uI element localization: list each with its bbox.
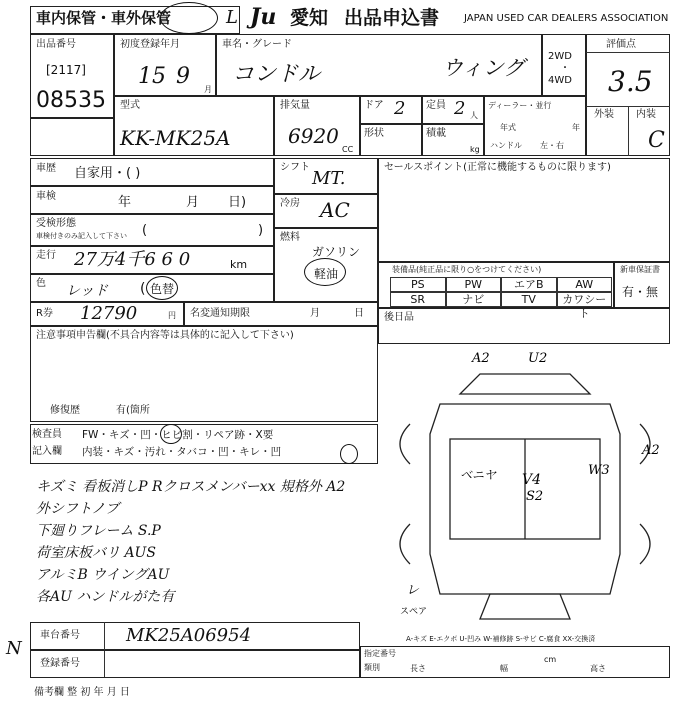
- mileage-value: 27万4千6 6 0: [74, 249, 191, 270]
- dims-width: 幅: [500, 664, 508, 673]
- diagram-left-wheel-front: [400, 424, 410, 464]
- new-car-options: 有・無: [622, 285, 659, 299]
- rating-interior: C: [648, 128, 665, 153]
- recycle-unit: 円: [168, 311, 176, 320]
- dims-box: [360, 646, 670, 678]
- load-label: 積載: [426, 128, 446, 139]
- model-value: KK-MK25A: [120, 126, 231, 150]
- dims-type-label: 類別: [364, 663, 380, 672]
- remark-line: アルミB ウイングAU: [36, 567, 170, 583]
- mileage-unit: km: [230, 258, 248, 271]
- history-value: 自家用・( ): [74, 166, 141, 181]
- vehicle-name: コンドル: [232, 62, 321, 87]
- inspector-label: 検査員: [32, 429, 62, 440]
- reception-note: 車検付きのみ記入して下さい: [36, 232, 127, 240]
- footer-mark-n: N: [6, 638, 22, 659]
- inspector-circle-2: [340, 444, 358, 464]
- displacement-label: 排気量: [280, 100, 310, 111]
- rear-label: 後日品: [384, 312, 414, 323]
- fuel-label: 燃料: [280, 232, 300, 243]
- tax-month: 月: [310, 308, 320, 319]
- history-box: [30, 158, 274, 186]
- diagram-mark-w3: W3: [588, 463, 610, 478]
- diagram-mark-veneer: ベニヤ: [460, 468, 497, 482]
- color-change-circle: [146, 276, 178, 300]
- equipment-item: SR: [390, 292, 446, 307]
- brand-name: 愛知: [290, 7, 329, 29]
- reception-close: ): [258, 223, 264, 238]
- shape-label: 形状: [364, 128, 384, 139]
- reception-label: 受検形態: [36, 218, 76, 229]
- fuel-gasoline: ガソリン: [312, 245, 361, 259]
- diagram-spare-mark: レ: [406, 583, 420, 598]
- dims-height: 高さ: [590, 664, 606, 673]
- tax-label: 名変通知期限: [190, 308, 250, 319]
- diagram-mark-s2: S2: [526, 489, 544, 504]
- dealer-handle-label: ハンドル: [490, 141, 522, 150]
- diagram-cab-top: [460, 374, 590, 394]
- storage-circle: [160, 2, 218, 34]
- color-value: レッド: [66, 283, 108, 299]
- storage-label: 車内保管・車外保管: [36, 9, 172, 27]
- diagram-spare-label: スペア: [400, 607, 428, 617]
- mileage-label: 走行: [36, 250, 56, 261]
- diagram-mark-a2-right: A2: [642, 443, 660, 458]
- dims-spec-label: 指定番号: [364, 649, 396, 658]
- remark-line: 下廻りフレーム S.P: [36, 523, 161, 539]
- rating-interior-label: 内装: [636, 109, 656, 120]
- chassis-value: MK25A06954: [126, 625, 252, 646]
- equipment-item: エアB: [501, 277, 557, 292]
- entry-row2: 内装・キズ・汚れ・タバコ・凹・キレ・凹: [82, 446, 282, 458]
- load-unit: kg: [470, 145, 480, 154]
- inspection-day: 日): [228, 195, 247, 210]
- inspector-row1: FW・キズ・凹・ヒビ割・リペア跡・X要: [82, 429, 274, 441]
- rating-exterior-label: 外装: [594, 109, 614, 120]
- recycle-value: 12790: [80, 303, 138, 324]
- dealer-year-label: 年式: [500, 123, 516, 132]
- shift-value: MT.: [312, 168, 346, 189]
- sales-point-box: [378, 158, 670, 262]
- lot-number: 08535: [36, 88, 106, 113]
- capacity-label: 定員: [426, 100, 446, 111]
- reception-open: (: [142, 223, 148, 238]
- rating-vdivider: [628, 106, 629, 156]
- color-paren: (: [140, 281, 146, 297]
- form-title: 出品申込書: [344, 7, 440, 29]
- lot-bracket: [2117]: [46, 63, 86, 77]
- model-label: 型式: [120, 100, 140, 111]
- new-car-label: 新車保証書: [620, 265, 660, 274]
- cooling-label: 冷房: [280, 198, 300, 209]
- dims-length: 長さ: [410, 664, 426, 673]
- color-label: 色: [36, 278, 46, 289]
- diagram-left-wheel-rear: [400, 524, 410, 564]
- sales-point-label: セールスポイント(正常に機能するものに限ります): [384, 162, 611, 173]
- remark-line: 外シフトノブ: [36, 501, 120, 517]
- dealer-label: ディーラー・並行: [488, 101, 552, 110]
- chassis-label: 車台番号: [40, 630, 80, 641]
- drive-2wd: 2WD: [548, 51, 572, 62]
- rating-label: 評価点: [606, 39, 636, 50]
- equipment-item: AW: [557, 277, 613, 292]
- dealer-handle-options: 左・右: [540, 141, 564, 150]
- equipment-item: カワシート: [557, 292, 613, 307]
- notice-label: 注意事項申告欄(不具合内容等は具体的に記入して下さい): [36, 330, 294, 341]
- vehicle-grade: ウィング: [442, 56, 525, 80]
- diagram-mark-a2-top: A2: [472, 351, 490, 366]
- lot-label: 出品番号: [36, 39, 76, 50]
- inspection-year: 年: [118, 195, 132, 210]
- registration-year: 15: [138, 64, 166, 89]
- vehicle-diagram: [380, 344, 670, 634]
- drive-dot: ・: [560, 63, 570, 74]
- inspection-label: 車検: [36, 191, 56, 202]
- equipment-item: PW: [446, 277, 502, 292]
- regno-label: 登録番号: [40, 658, 80, 669]
- equipment-item: ナビ: [446, 292, 502, 307]
- registration-label: 初度登録年月: [120, 39, 180, 50]
- diagram-mark-u2-top: U2: [528, 351, 548, 366]
- remark-line: 荷室床板バリ AUS: [36, 545, 156, 561]
- footer-bottom: 備考欄 整 初 年 月 日: [34, 687, 130, 698]
- rear-box: [378, 308, 670, 344]
- repair-label: 修復歴: [50, 405, 80, 416]
- cooling-value: AC: [320, 198, 350, 222]
- equipment-label: 装備品(純正品に限り○をつけてください): [392, 265, 542, 274]
- repair-value: 有(箇所: [116, 405, 150, 416]
- dealer-year-unit: 年: [572, 123, 580, 132]
- rating-score: 3.5: [608, 65, 653, 98]
- recycle-label: R券: [36, 308, 53, 319]
- history-label: 車歴: [36, 163, 56, 174]
- entry-label: 記入欄: [32, 446, 62, 457]
- capacity-value: 2: [454, 98, 466, 119]
- inspection-month: 月: [186, 195, 200, 210]
- doors-value: 2: [394, 98, 406, 119]
- vehicle-name-label: 車名・グレード: [222, 39, 292, 50]
- dims-cm: cm: [544, 655, 557, 664]
- diagram-rear: [480, 594, 570, 619]
- storage-mark: L: [226, 7, 238, 28]
- displacement-value: 6920: [288, 124, 339, 148]
- registration-month-unit: 月: [204, 85, 212, 94]
- remark-line: 各AU ハンドルがた有: [36, 589, 175, 605]
- lot-lower-box: [30, 118, 114, 156]
- displacement-unit: CC: [342, 145, 354, 154]
- diagram-mark-v4: V4: [522, 472, 542, 488]
- equipment-item: TV: [501, 292, 557, 307]
- inspector-circle-1: [160, 424, 182, 444]
- diagram-right-wheel-rear: [640, 524, 650, 564]
- color-change-label: 色替: [150, 282, 175, 296]
- fuel-diesel: 軽油: [314, 267, 339, 281]
- capacity-unit: 人: [470, 111, 478, 120]
- rating-divider: [586, 52, 670, 53]
- brand-logo: Ju: [250, 4, 277, 30]
- registration-month: 9: [176, 64, 190, 89]
- equipment-item: PS: [390, 277, 446, 292]
- shift-label: シフト: [280, 162, 310, 173]
- drive-4wd: 4WD: [548, 75, 572, 86]
- diagram-legend: A-キズ E-エクボ U-凹み W-補修跡 S-サビ C-腐食 XX-交換済: [406, 635, 596, 643]
- org-name: JAPAN USED CAR DEALERS ASSOCIATION: [464, 13, 669, 24]
- tax-day: 日: [354, 308, 364, 319]
- remark-line: キズミ 看板消しP Rクロスメンバーxx 規格外 A2: [36, 479, 346, 495]
- doors-label: ドア: [364, 100, 384, 111]
- fuel-circle: [304, 258, 346, 286]
